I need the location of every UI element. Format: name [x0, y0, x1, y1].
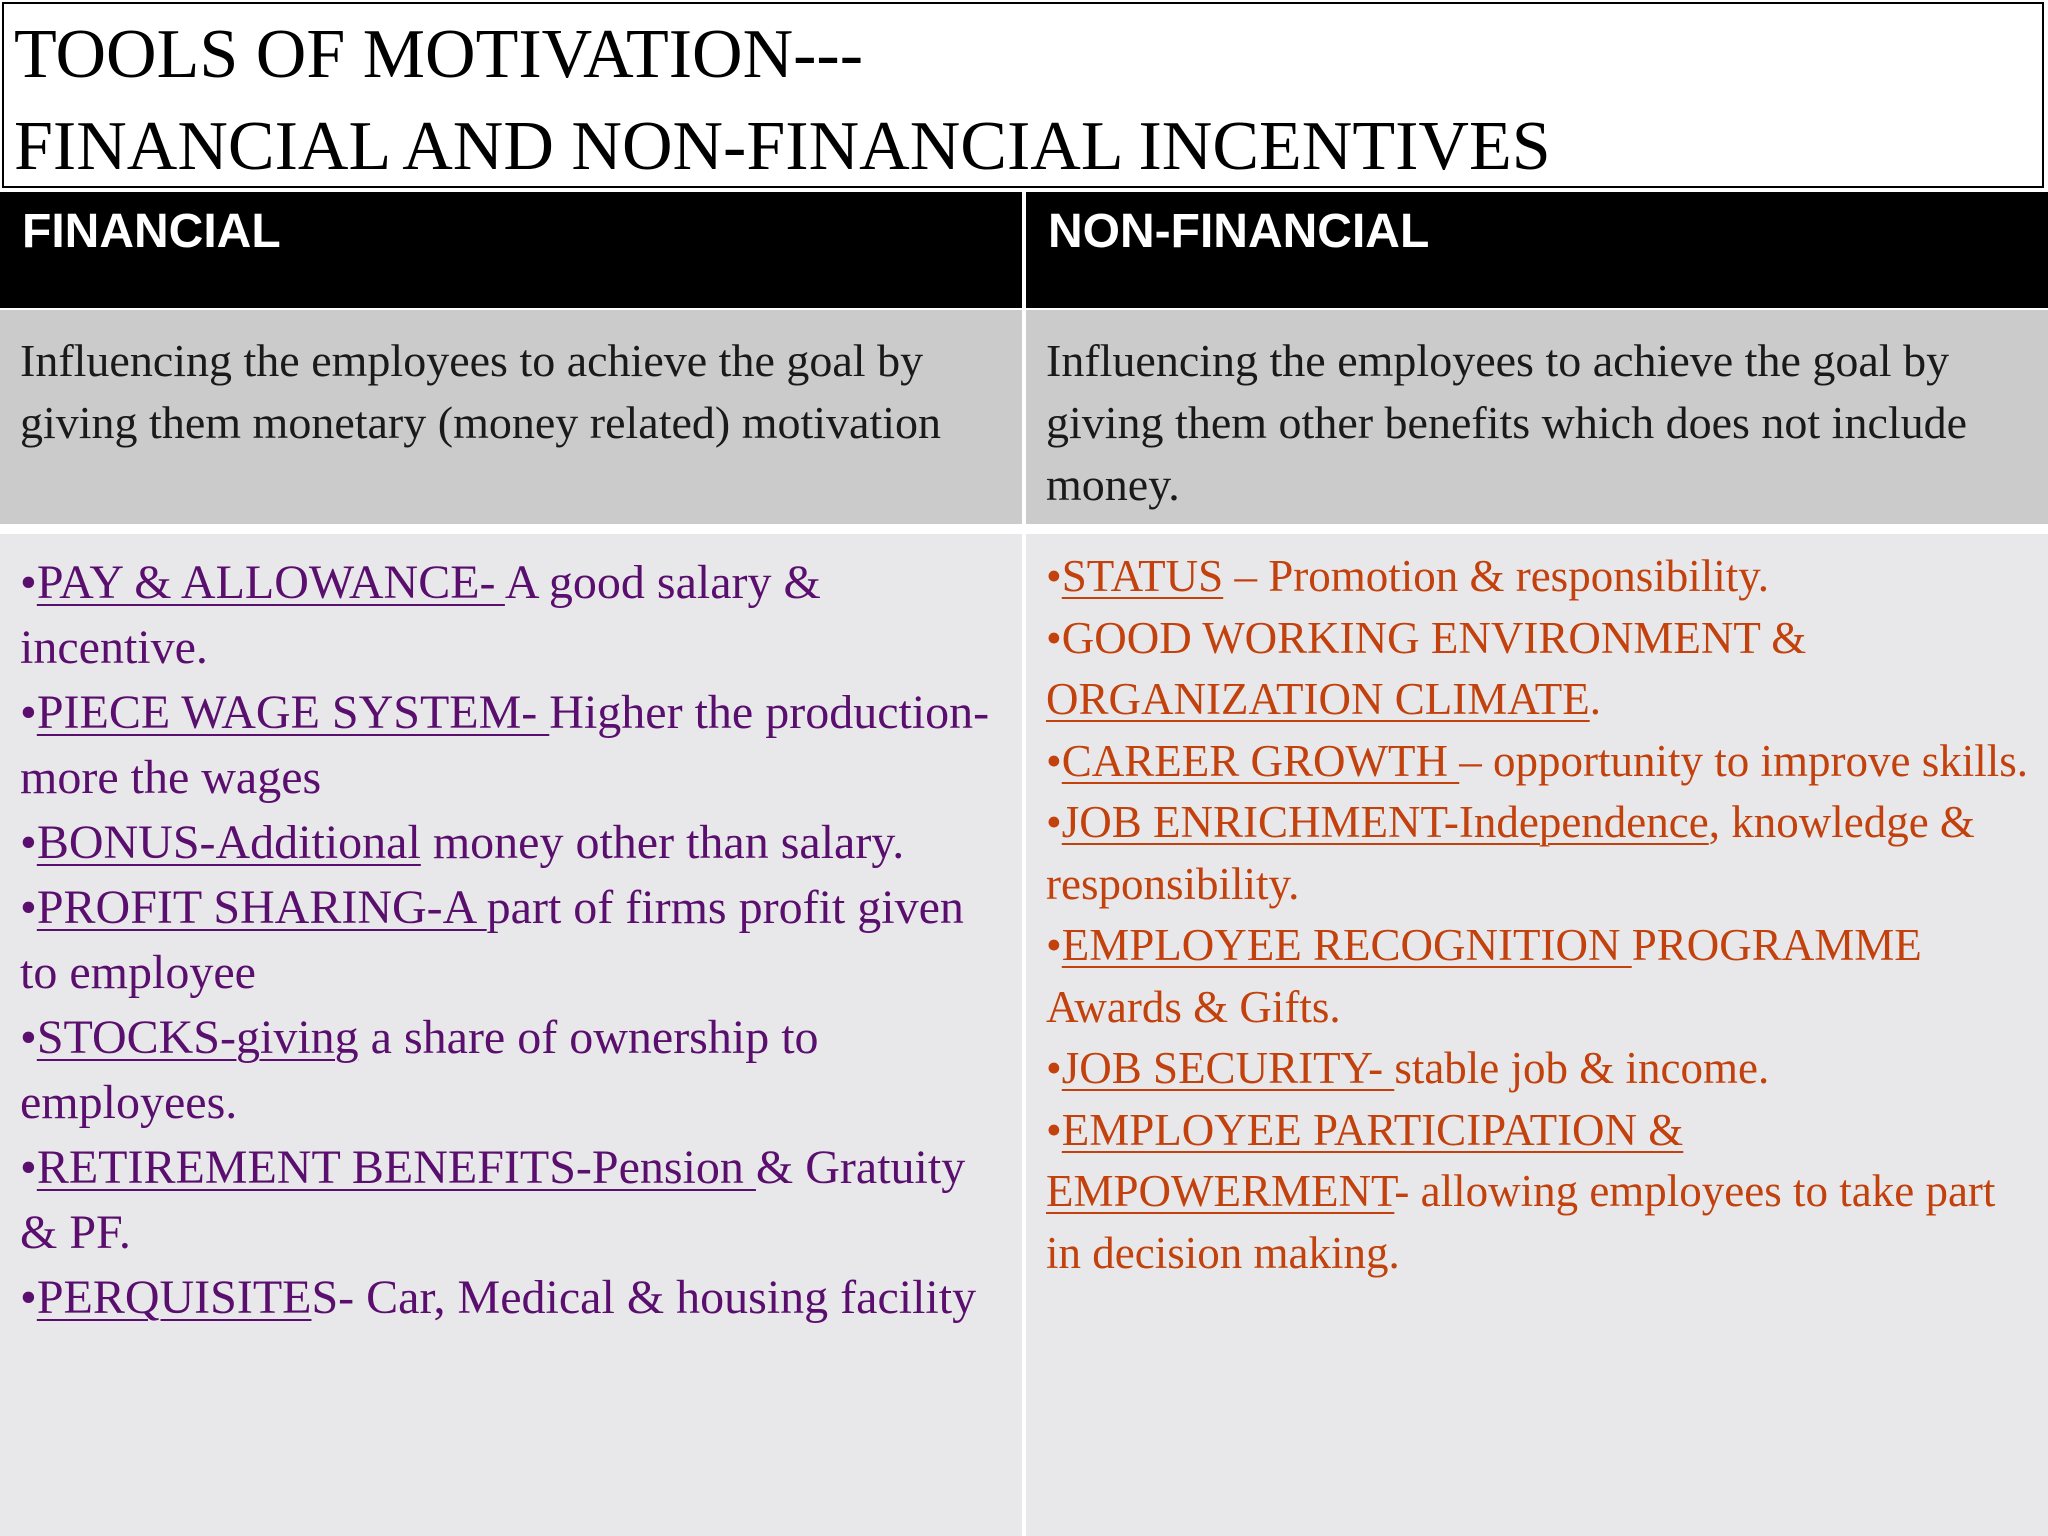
financial-header: FINANCIAL: [0, 192, 1022, 308]
item-term: PIECE WAGE SYSTEM-: [36, 686, 550, 739]
list-item: •STOCKS-giving a share of ownership to employees.: [20, 1011, 819, 1129]
item-term: PAY & ALLOWANCE-: [36, 556, 505, 609]
list-item: •GOOD WORKING ENVIRONMENT & ORGANIZATION CLIMATE.: [1046, 612, 1807, 724]
item-term: ORGANIZATION CLIMATE: [1046, 674, 1590, 724]
item-term: CAREER GROWTH: [1061, 735, 1460, 786]
item-term: EMPLOYEE RECOGNITION: [1061, 920, 1632, 970]
financial-list: [0, 534, 1022, 1536]
item-term: PERQUISITE: [36, 1271, 312, 1324]
list-item: •PERQUISITES- Car, Medical & housing facility: [20, 1271, 977, 1324]
non-financial-list: [1026, 534, 2048, 1536]
non-financial-definition: Influencing the employees to achieve the goal by giving them other benefits which does not include money.: [1026, 310, 2048, 524]
item-term: EMPLOYEE PARTICIPATION & EMPOWERMENT: [1046, 1104, 1684, 1216]
financial-definition: Influencing the employees to achieve the goal by giving them monetary (money related) motivation: [0, 310, 1022, 524]
list-item: •PAY & ALLOWANCE- A good salary & incentive.: [20, 556, 821, 674]
item-term: STOCKS-giving: [36, 1011, 359, 1064]
item-term: JOB SECURITY-: [1061, 1043, 1395, 1093]
list-item: •PIECE WAGE SYSTEM- Higher the production- more the wages: [20, 686, 990, 804]
list-item: •BONUS-Additional money other than salary.: [20, 816, 905, 869]
list-item: •CAREER GROWTH – opportunity to improve skills.: [1046, 735, 2029, 786]
list-item: •EMPLOYEE RECOGNITION PROGRAMME Awards & Gifts.: [1046, 920, 1922, 1032]
incentives-table: [0, 192, 2048, 1536]
non-financial-header: NON-FINANCIAL: [1026, 192, 2048, 308]
item-term: STATUS: [1061, 551, 1224, 601]
list-item: •JOB SECURITY- stable job & income.: [1046, 1043, 1770, 1093]
item-term: JOB ENRICHMENT-Independence: [1061, 797, 1709, 847]
list-item: •PROFIT SHARING-A part of firms profit given to employee: [20, 881, 964, 999]
list-item: •EMPLOYEE PARTICIPATION & EMPOWERMENT- allowing employees to take part in decision making.: [1046, 1104, 1996, 1278]
item-term: PROFIT SHARING-A: [36, 881, 487, 934]
slide-title: [2, 2, 2044, 188]
item-term: BONUS-Additional: [36, 816, 421, 869]
list-item: •RETIREMENT BENEFITS-Pension & Gratuity & PF.: [20, 1141, 966, 1259]
list-item: •STATUS – Promotion & responsibility.: [1046, 551, 1770, 601]
title-line-2: FINANCIAL AND NON-FINANCIAL INCENTIVES: [14, 108, 1551, 185]
list-item: •JOB ENRICHMENT-Independence, knowledge & responsibility.: [1046, 797, 1975, 909]
column-divider: [1022, 192, 1026, 1536]
title-line-1: TOOLS OF MOTIVATION---: [14, 16, 864, 93]
item-term: RETIREMENT BENEFITS-Pension: [36, 1141, 756, 1194]
